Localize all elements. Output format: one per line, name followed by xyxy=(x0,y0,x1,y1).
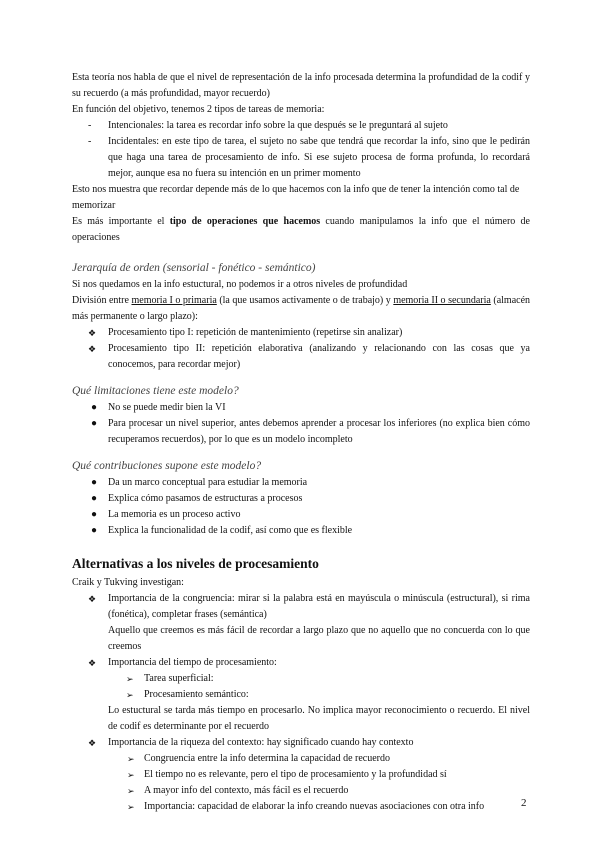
list-item: ● La memoria es un proceso activo xyxy=(91,509,241,520)
document-body xyxy=(72,70,530,815)
list-item: ❖ Procesamiento tipo II: repetición elaborativa (analizando y relacionando con las cosas que ya conocemos, para recordar mejor) xyxy=(88,343,530,370)
operations-paragraph: Es más importante el tipo de operaciones que hacemos cuando manipulamos la info que el número de operaciones xyxy=(72,216,530,243)
list-item: ➢ El tiempo no es relevante, pero el tipo de procesamiento y la profundidad sí xyxy=(72,767,530,783)
list-item: ❖ Importancia de la riqueza del contexto: hay significado cuando hay contexto xyxy=(72,735,530,751)
memory-division-paragraph: División entre memoria I o primaria (la que usamos activamente o de trabajo) y memoria II o secundaria (almacén más permanente o largo plazo): xyxy=(72,295,531,322)
arrow-bullet-icon: ➢ xyxy=(127,770,135,780)
time-sublist xyxy=(72,671,530,703)
conclusion-paragraph: Esto nos muestra que recordar depende más de lo que hacemos con la info que de tener la intención como tal de memorizar xyxy=(72,184,520,211)
section-heading-contributions: Qué contribuciones supone este modelo? xyxy=(72,460,262,472)
task-types-intro: En función del objetivo, tenemos 2 tipos de tareas de memoria: xyxy=(72,104,325,115)
arrow-bullet-icon: ➢ xyxy=(127,786,135,796)
list-item: ● Explica cómo pasamos de estructuras a procesos xyxy=(91,493,303,504)
section-heading-jerarquia: Jerarquía de orden (sensorial - fonético - semántico) xyxy=(72,262,316,274)
list-item: ➢ Importancia: capacidad de elaborar la info creando nuevas asociaciones con otra info xyxy=(72,799,530,815)
structural-paragraph: Si nos quedamos en la info estuctural, no podemos ir a otros niveles de profundidad xyxy=(72,279,408,290)
diamond-bullet-icon: ❖ xyxy=(88,594,97,604)
list-item: - Intencionales: la tarea es recordar info sobre la que después se le preguntará al sujeto xyxy=(88,120,448,131)
processing-list xyxy=(72,325,530,373)
list-item: ➢ Procesamiento semántico: xyxy=(72,687,530,703)
time-note: Lo estuctural se tarda más tiempo en procesarlo. No implica mayor reconocimiento o recuerdo. El nivel de codif es determinante por el recuerdo xyxy=(108,705,530,732)
arrow-bullet-icon: ➢ xyxy=(127,754,135,764)
limitations-list xyxy=(72,400,530,448)
arrow-bullet-icon: ➢ xyxy=(127,802,135,812)
list-item: ● Explica la funcionalidad de la codif, así como que es flexible xyxy=(91,525,353,536)
arrow-bullet-icon: ➢ xyxy=(126,674,134,684)
contributions-list xyxy=(72,475,530,539)
researchers-line: Craik y Tukving investigan: xyxy=(72,577,184,588)
congruence-note: Aquello que creemos es más fácil de recordar a largo plazo que no aquello que no concuerda con lo que creemos xyxy=(108,625,530,652)
list-item: ➢ A mayor info del contexto, más fácil es el recuerdo xyxy=(72,783,530,799)
list-item: ● No se puede medir bien la VI xyxy=(91,402,226,413)
alternatives-list xyxy=(72,591,530,623)
list-item: ● Para procesar un nivel superior, antes debemos aprender a procesar los inferiores (no explica bien cómo recuperamos recuerdos), por lo que es un modelo incompleto xyxy=(91,418,530,445)
list-item: ➢ Tarea superficial: xyxy=(72,671,530,687)
intro-paragraph: Esta teoría nos habla de que el nivel de representación de la info procesada determina la profundidad de la codif y su recuerdo (a más profundidad, mayor recuerdo) xyxy=(72,72,530,99)
diamond-bullet-icon: ❖ xyxy=(88,738,97,748)
list-item: ➢ Congruencia entre la info determina la capacidad de recuerdo xyxy=(72,751,530,767)
context-sublist xyxy=(72,751,530,815)
diamond-bullet-icon: ❖ xyxy=(88,344,97,354)
list-item: ❖ Importancia del tiempo de procesamiento: xyxy=(72,655,530,671)
arrow-bullet-icon: ➢ xyxy=(126,690,134,700)
task-types-list xyxy=(72,118,530,182)
list-item: - Incidentales: en este tipo de tarea, el sujeto no sabe que tendrá que recordar la info, sino que le pedirán que haga una tarea de procesamiento de info. Si ese sujeto procesa de forma profunda, lo recordará mejor, aunque esa no fuera su intención en un primer momento xyxy=(88,136,530,179)
section-heading-limitations: Qué limitaciones tiene este modelo? xyxy=(72,385,239,397)
list-item: ❖ Procesamiento tipo I: repetición de mantenimiento (repetirse sin analizar) xyxy=(72,325,530,341)
list-item: ● Da un marco conceptual para estudiar la memoria xyxy=(91,477,308,488)
diamond-bullet-icon: ❖ xyxy=(88,328,97,338)
diamond-bullet-icon: ❖ xyxy=(88,658,97,668)
page-number: 2 xyxy=(521,797,527,809)
section-title-alternatives: Alternativas a los niveles de procesamiento xyxy=(72,556,319,571)
list-item: ❖ Importancia de la congruencia: mirar si la palabra está en mayúscula o minúscula (estructural), si rima (fonética), completar frases (semántica) xyxy=(88,593,530,620)
